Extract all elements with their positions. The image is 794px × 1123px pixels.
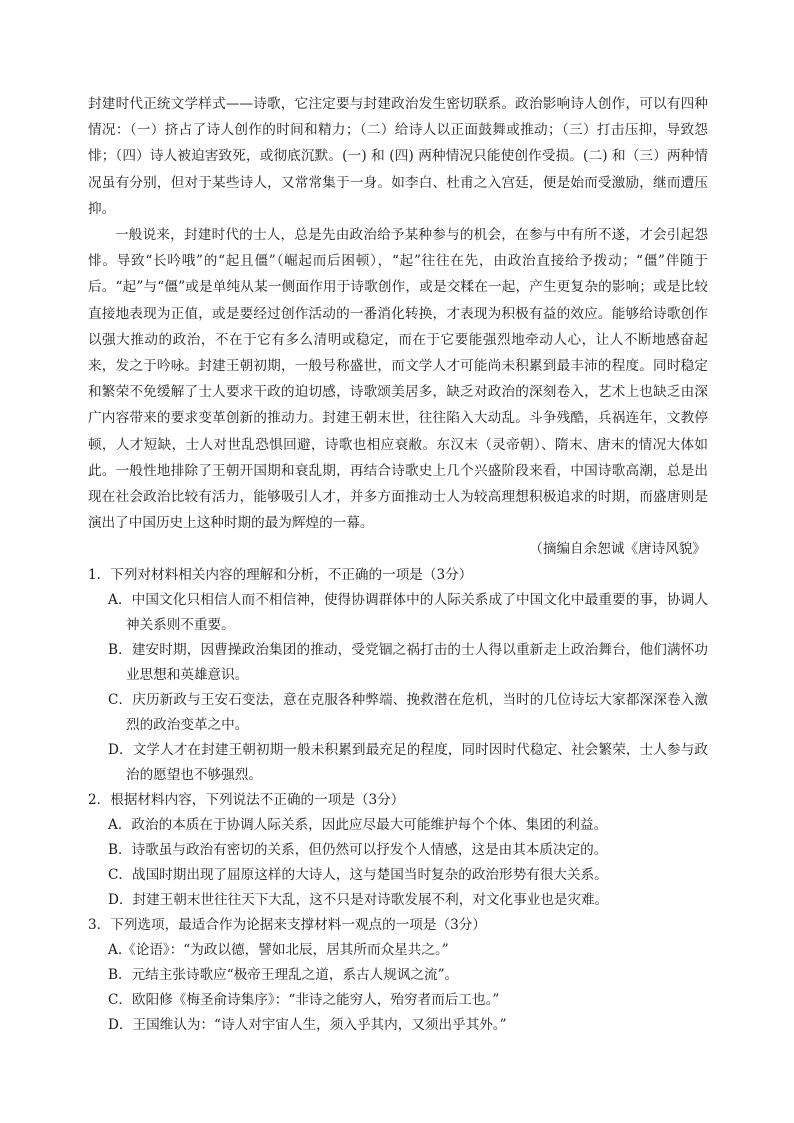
answer-options (88, 813, 708, 913)
option-b: B．建安时期，因曹操政治集团的推动，受党锢之祸打击的士人得以重新走上政治舞台，他们满怀功业思想和英雄意识。 (108, 641, 708, 683)
question-2 (88, 788, 708, 913)
option-a: A．政治的本质在于协调人际关系，因此应尽最大可能维护每个个体、集团的利益。 (108, 816, 608, 833)
passage-paragraph-2: 一般说来，封建时代的士人，总是先由政治给予某种参与的机会，在参与中有所不遂，才会引起怨悱。导致“长吟哦”的“起且僵”（崛起而后困顿），“起”往往在先，由政治直接给予拨动；“僵”伴随于后。“起”与“僵”或是单纯从某一侧面作用于诗歌创作，或是交糅在一起，产生更复杂的影响；或是比较直接地表现为正值，或是要经过创作活动的一番消化转换，才表现为积极有益的效应。能够给诗歌创作以强大推动的政治，不在于它有多么清明或稳定，而在于它要能强烈地牵动人心，让人不断地感奋起来，发之于吟咏。封建王朝初期，一般号称盛世，而文学人才可能尚未积累到最丰沛的程度。同时稳定和繁荣不免缓解了士人要求干政的迫切感，诗歌颂美居多，缺乏对政治的深刻卷入，艺术上也缺乏由深广内容带来的要求变革创新的推动力。封建王朝末世，往往陷入大动乱。斗争残酷，兵祸连年，文教停顿，人才短缺，士人对世乱恐惧回避，诗歌也相应衰敝。东汉末（灵帝朝）、隋末、唐末的情况大体如此。一般性地排除了王朝开国期和衰乱期，再结合诗歌史上几个兴盛阶段来看，中国诗歌高潮，总是出现在社会政治比较有活力，能够吸引人才，并多方面推动士人为较高理想积极追求的时期，而盛唐则是演出了中国历史上这种时期的最为辉煌的一幕。 (88, 227, 708, 532)
question-stem: 3．下列选项，最适合作为论据来支撑材料一观点的一项是（3分） (88, 916, 486, 933)
passage-source: （摘编自余恕诚《唐诗风貌》 (529, 541, 706, 558)
question-3 (88, 913, 708, 1038)
question-stem: 1．下列对材料相关内容的理解和分析，不正确的一项是（3分） (88, 566, 473, 583)
option-c: C．庆历新政与王安石变法，意在克服各种弊端、挽救潜在危机，当时的几位诗坛大家都深深卷入激烈的政治变革之中。 (108, 691, 708, 733)
passage-paragraph-1: 封建时代正统文学样式——诗歌，它注定要与封建政治发生密切联系。政治影响诗人创作，可以有四种情况：（一）挤占了诗人创作的时间和精力；（二）给诗人以正面鼓舞或推动；（三）打击压抑，导致怨悱；（四）诗人被迫害致死，或彻底沉默。(一) 和 (四) 两种情况只能使创作受损。(二) 和（三）两种情况虽有分别，但对于某些诗人，又常常集于一身。如李白、杜甫之入宫廷，便是始而受激励，继而遭压抑。 (88, 96, 708, 217)
exam-page (88, 91, 708, 1038)
answer-options (88, 588, 708, 788)
question-stem: 2．根据材料内容，下列说法不正确的一项是（3分） (88, 791, 405, 808)
option-a: A．中国文化只相信人而不相信神，使得协调群体中的人际关系成了中国文化中最重要的事，协调人神关系则不重要。 (108, 591, 708, 633)
option-a: A.《论语》：“为政以德，譬如北辰，居其所而众星共之。” (108, 941, 449, 958)
option-c: C．欧阳修《梅圣俞诗集序》：“非诗之能穷人，殆穷者而后工也。” (108, 991, 500, 1008)
option-b: B．元结主张诗歌应“极帝王理乱之道，系古人规讽之流”。 (108, 966, 459, 983)
option-c: C．战国时期出现了屈原这样的大诗人，这与楚国当时复杂的政治形势有很大关系。 (108, 866, 608, 883)
question-1 (88, 563, 708, 788)
option-d: D．封建王朝末世往往天下大乱，这不只是对诗歌发展不利，对文化事业也是灾难。 (108, 891, 609, 908)
option-d: D．王国维认为：“诗人对宇宙人生，须入乎其内，又须出乎其外。” (108, 1016, 507, 1033)
option-d: D．文学人才在封建王朝初期一般未积累到最充足的程度，同时因时代稳定、社会繁荣，士人参与政治的愿望也不够强烈。 (108, 741, 708, 783)
answer-options (88, 938, 708, 1038)
reading-passage (88, 91, 708, 563)
option-b: B．诗歌虽与政治有密切的关系，但仍然可以抒发个人情感，这是由其本质决定的。 (108, 841, 608, 858)
